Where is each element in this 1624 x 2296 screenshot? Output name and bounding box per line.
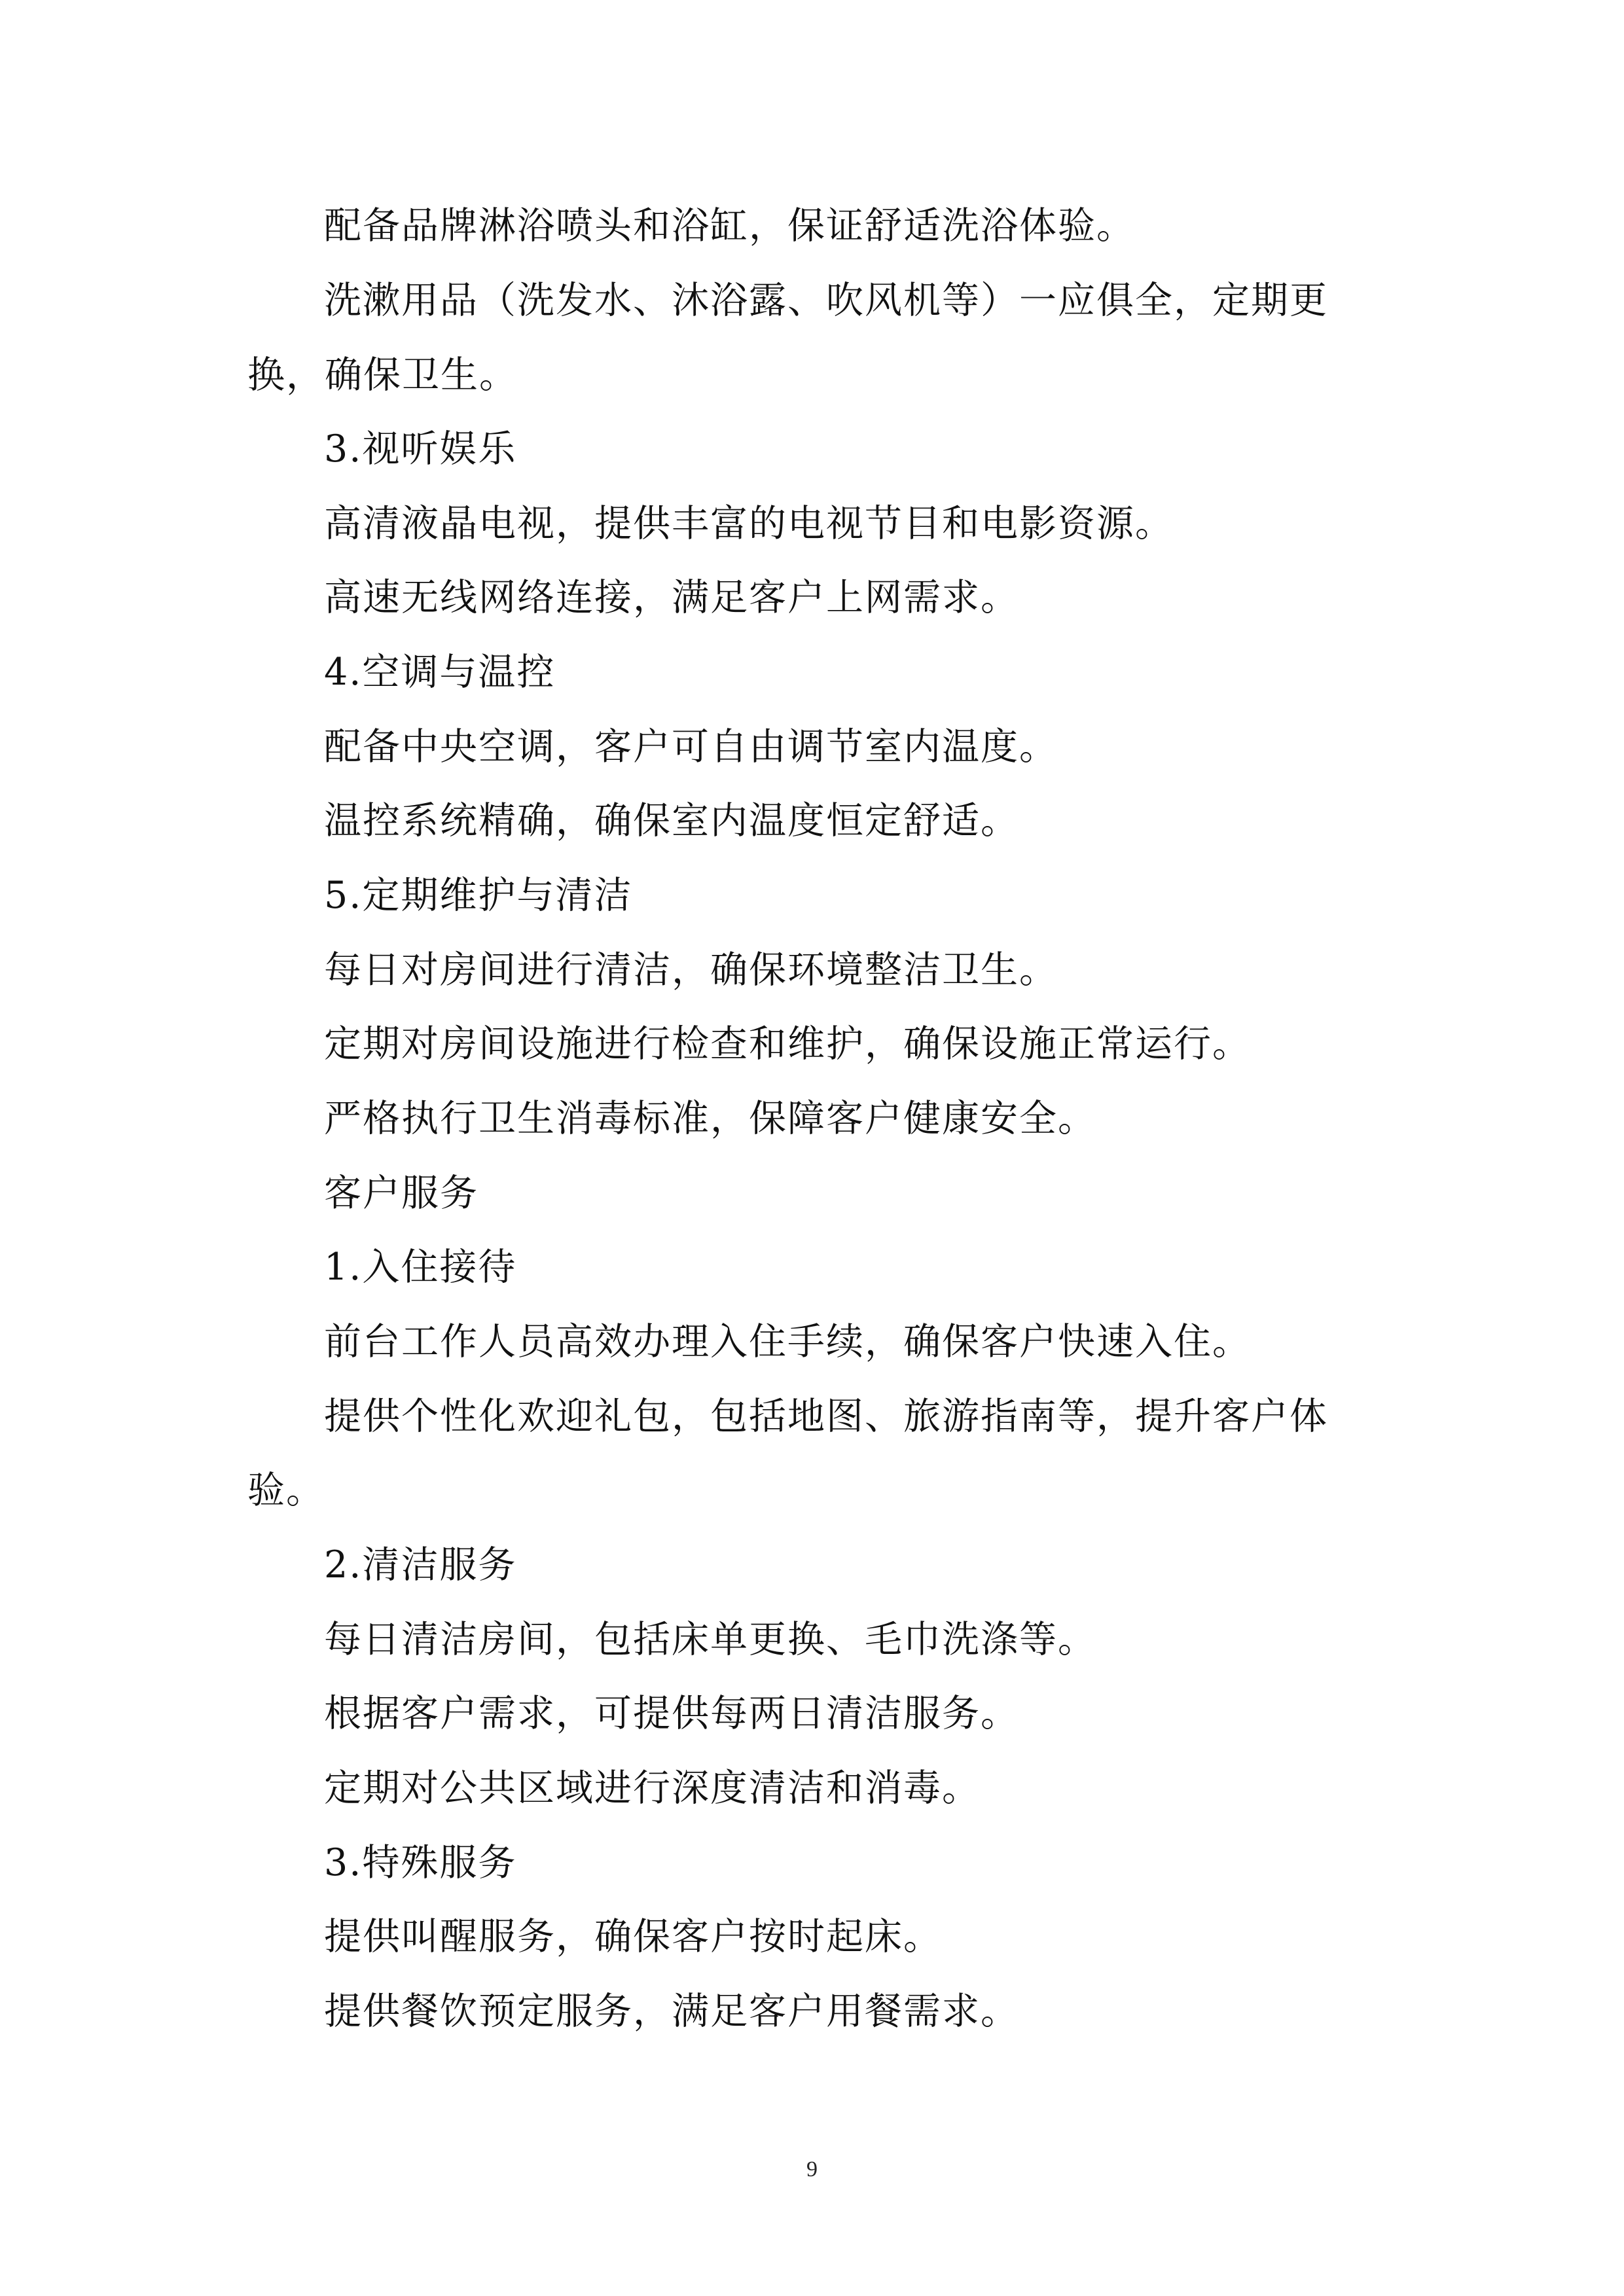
text-line: 前台工作人员高效办理入住手续，确保客户快速入住。 bbox=[324, 1320, 1251, 1363]
section-heading: 1.入住接待 bbox=[324, 1246, 517, 1289]
text-line: 提供个性化欢迎礼包，包括地图、旅游指南等，提升客户体 bbox=[324, 1395, 1328, 1438]
text-line: 定期对公共区域进行深度清洁和消毒。 bbox=[324, 1767, 981, 1810]
text-line: 每日对房间进行清洁，确保环境整洁卫生。 bbox=[324, 948, 1058, 992]
text-line: 每日清洁房间，包括床单更换、毛巾洗涤等。 bbox=[324, 1618, 1096, 1661]
text-line: 高速无线网络连接，满足客户上网需求。 bbox=[324, 576, 1019, 619]
page-number: 9 bbox=[806, 2157, 818, 2181]
section-heading: 4.空调与温控 bbox=[324, 651, 556, 694]
text-line: 定期对房间设施进行检查和维护，确保设施正常运行。 bbox=[324, 1022, 1251, 1066]
text-line: 提供叫醒服务，确保客户按时起床。 bbox=[324, 1915, 942, 1958]
text-line: 验。 bbox=[247, 1469, 325, 1512]
section-heading: 客户服务 bbox=[324, 1172, 478, 1215]
text-line: 配备中央空调，客户可自由调节室内温度。 bbox=[324, 725, 1058, 768]
section-heading: 2.清洁服务 bbox=[324, 1543, 517, 1587]
text-line: 根据客户需求，可提供每两日清洁服务。 bbox=[324, 1692, 1019, 1735]
text-line: 提供餐饮预定服务，满足客户用餐需求。 bbox=[324, 1990, 1019, 2033]
text-line: 配备品牌淋浴喷头和浴缸，保证舒适洗浴体验。 bbox=[324, 204, 1135, 247]
text-line: 严格执行卫生消毒标准，保障客户健康安全。 bbox=[324, 1097, 1096, 1140]
text-line: 温控系统精确，确保室内温度恒定舒适。 bbox=[324, 799, 1019, 842]
text-line: 换，确保卫生。 bbox=[247, 353, 518, 397]
text-line: 洗漱用品（洗发水、沐浴露、吹风机等）一应俱全，定期更 bbox=[324, 279, 1328, 322]
section-heading: 5.定期维护与清洁 bbox=[324, 874, 633, 917]
text-line: 高清液晶电视，提供丰富的电视节目和电影资源。 bbox=[324, 502, 1174, 545]
section-heading: 3.特殊服务 bbox=[324, 1841, 517, 1884]
section-heading: 3.视听娱乐 bbox=[324, 427, 517, 471]
